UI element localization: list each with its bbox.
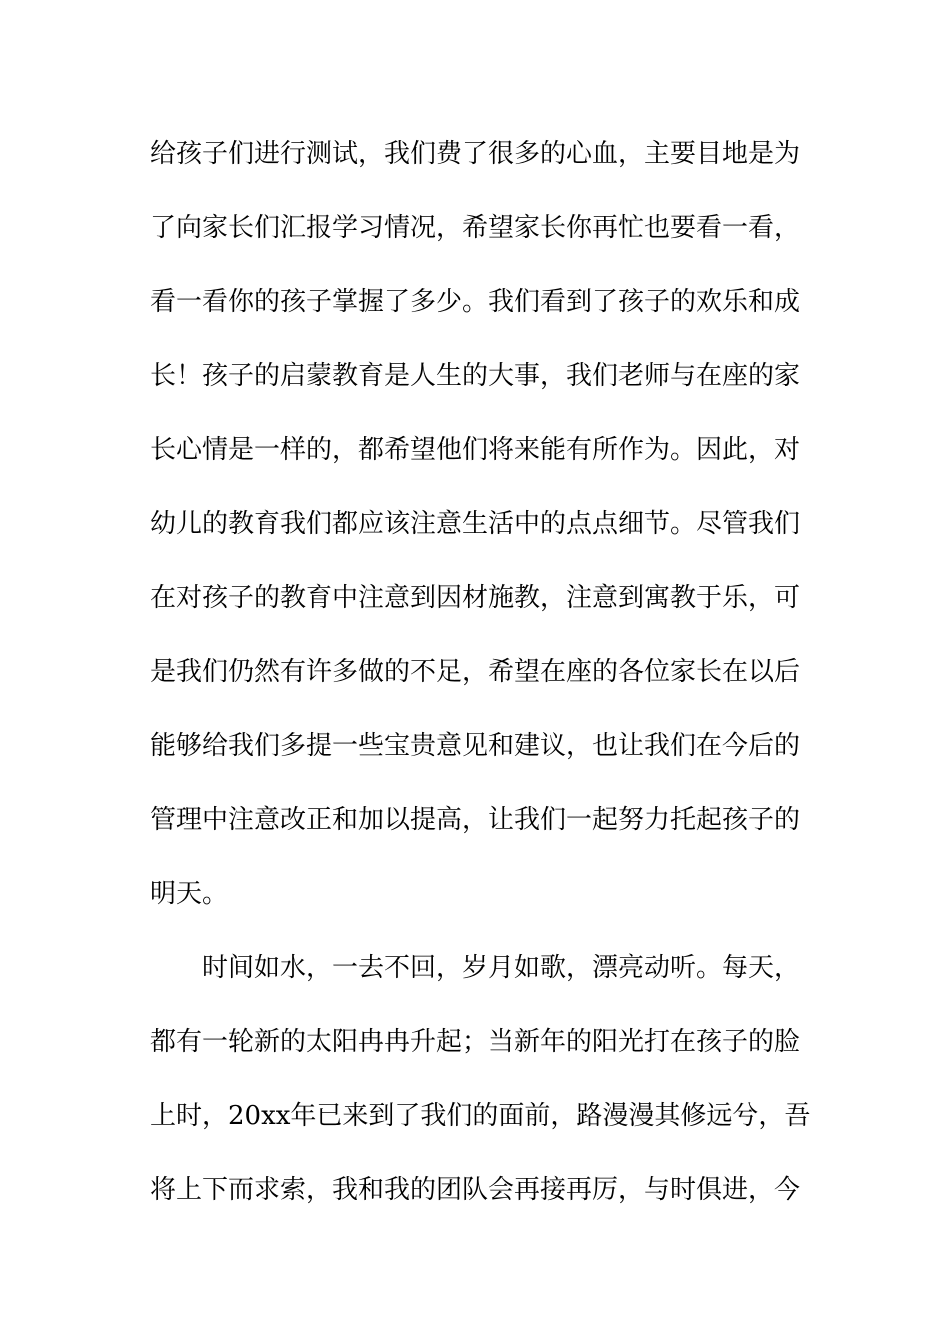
text-line: 上时，20xx年已来到了我们的面前，路漫漫其修远兮，吾 — [150, 1101, 811, 1131]
text-line: 明天。 — [150, 879, 229, 909]
text-line: 在对孩子的教育中注意到因材施教，注意到寓教于乐，可 — [150, 583, 801, 613]
text-line: 给孩子们进行测试，我们费了很多的心血，主要目地是为 — [150, 139, 801, 169]
text-line: 看一看你的孩子掌握了多少。我们看到了孩子的欢乐和成 — [150, 287, 801, 317]
text-line: 长！孩子的启蒙教育是人生的大事，我们老师与在座的家 — [150, 361, 801, 391]
text-line: 管理中注意改正和加以提高，让我们一起努力托起孩子的 — [150, 805, 801, 835]
text-line: 幼儿的教育我们都应该注意生活中的点点细节。尽管我们 — [150, 509, 801, 539]
text-line: 将上下而求索，我和我的团队会再接再厉，与时俱进，今 — [150, 1175, 801, 1205]
text-line: 长心情是一样的，都希望他们将来能有所作为。因此，对 — [150, 435, 801, 465]
paragraph-first-line: 时间如水，一去不回，岁月如歌，漂亮动听。每天， — [202, 953, 801, 983]
text-line: 了向家长们汇报学习情况，希望家长你再忙也要看一看， — [150, 213, 801, 243]
text-line: 能够给我们多提一些宝贵意见和建议，也让我们在今后的 — [150, 731, 801, 761]
text-line: 都有一轮新的太阳冉冉升起；当新年的阳光打在孩子的脸 — [150, 1027, 801, 1057]
text-line: 是我们仍然有许多做的不足，希望在座的各位家长在以后 — [150, 657, 801, 687]
